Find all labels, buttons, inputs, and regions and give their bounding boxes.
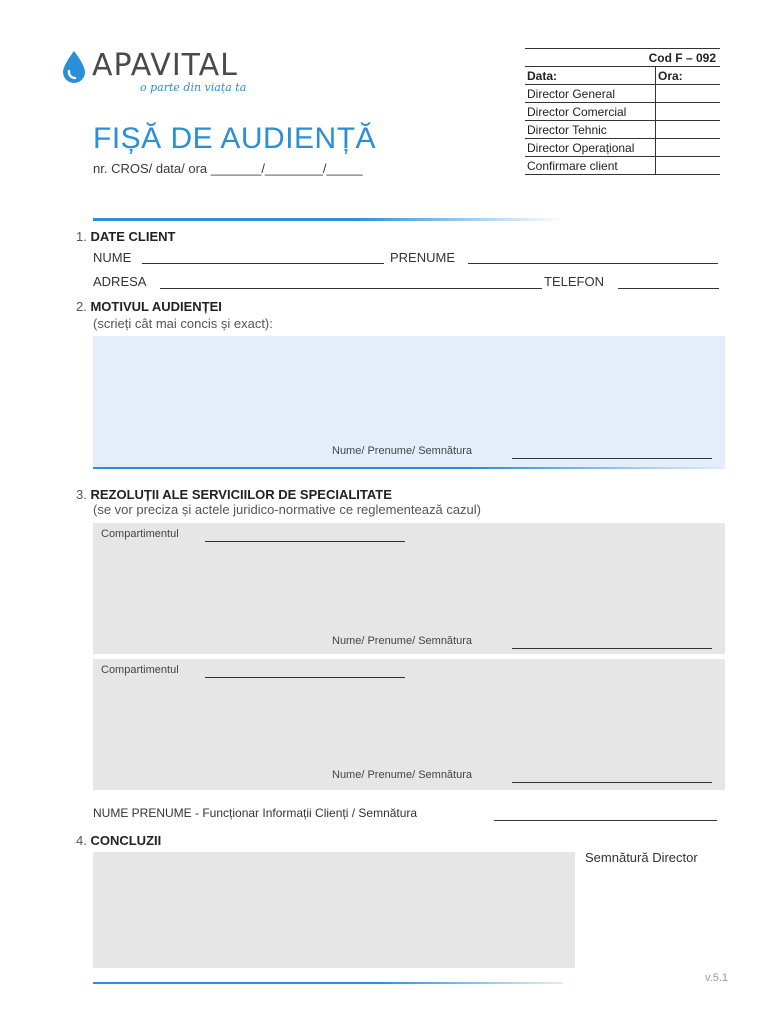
brand-logo: [60, 48, 275, 98]
first-name-label: PRENUME: [390, 250, 456, 265]
approval-row-label: Director General: [525, 85, 656, 103]
approval-cell[interactable]: [656, 121, 721, 139]
approval-row-label: Confirmare client: [525, 157, 656, 175]
table-row: [525, 103, 720, 121]
signature-label: Nume/ Prenume/ Semnătura: [332, 445, 473, 457]
phone-input[interactable]: [618, 287, 719, 289]
registration-line: nr. CROS/ data/ ora _______/________/_____: [93, 161, 363, 176]
section-1-heading: [76, 229, 175, 244]
section-label: CONCLUZII: [90, 833, 162, 848]
water-drop-icon: [60, 50, 88, 84]
approval-cell[interactable]: [656, 103, 721, 121]
version-label: v.5.1: [704, 972, 728, 984]
address-label: ADRESA: [93, 274, 147, 289]
section-label: REZOLUȚII ALE SERVICIILOR DE SPECIALITATE: [90, 487, 392, 502]
first-name-input[interactable]: [468, 262, 718, 264]
approval-row-label: Director Tehnic: [525, 121, 656, 139]
signature-line[interactable]: [512, 647, 712, 649]
signature-label: Nume/ Prenume/ Semnătura: [332, 769, 473, 781]
table-header-time: Ora:: [656, 67, 721, 85]
section-number: 2.: [76, 299, 87, 314]
table-row: [525, 139, 720, 157]
signature-label: Nume/ Prenume/ Semnătura: [332, 635, 473, 647]
signature-line[interactable]: [512, 781, 712, 783]
table-header-date: Data:: [525, 67, 656, 85]
footer-divider: [93, 982, 563, 984]
approval-row-label: Director Comercial: [525, 103, 656, 121]
official-signature-line[interactable]: [494, 819, 717, 821]
table-row: [525, 85, 720, 103]
table-row: [525, 121, 720, 139]
section-number: 4.: [76, 833, 87, 848]
approval-row-label: Director Operațional: [525, 139, 656, 157]
approval-cell[interactable]: [656, 157, 721, 175]
table-row: [525, 157, 720, 175]
compartment-input[interactable]: [205, 676, 405, 678]
section-number: 3.: [76, 487, 87, 502]
section-divider: [93, 218, 563, 221]
approval-table: [525, 48, 720, 175]
compartment-input[interactable]: [205, 540, 405, 542]
official-signature-label: NUME PRENUME - Funcționar Informații Clienți / Semnătura: [93, 806, 418, 820]
approval-cell[interactable]: [656, 139, 721, 157]
approval-cell[interactable]: [656, 85, 721, 103]
brand-name: APAVITAL: [92, 48, 238, 83]
director-signature-label: Semnătură Director: [585, 850, 698, 865]
name-label: NUME: [93, 250, 132, 265]
page-title: FIȘĂ DE AUDIENȚĂ: [93, 122, 377, 155]
section-divider: [93, 467, 725, 469]
section-label: MOTIVUL AUDIENȚEI: [90, 299, 222, 314]
section-3-hint: (se vor preciza și actele juridico-normative ce reglementează cazul): [93, 502, 481, 517]
name-input[interactable]: [142, 262, 384, 264]
signature-line[interactable]: [512, 457, 712, 459]
section-label: DATE CLIENT: [90, 229, 176, 244]
section-4-heading: [76, 833, 161, 848]
compartment-label: Compartimentul: [101, 528, 179, 540]
form-code: Cod F – 092: [525, 49, 720, 67]
brand-tagline: o parte din viața ta: [140, 81, 247, 94]
compartment-label: Compartimentul: [101, 664, 179, 676]
phone-label: TELEFON: [544, 274, 604, 289]
section-3-heading: [76, 487, 392, 502]
section-2-heading: [76, 299, 222, 314]
section-2-hint: (scrieți cât mai concis și exact):: [93, 316, 273, 331]
section-number: 1.: [76, 229, 87, 244]
conclusions-textarea[interactable]: [93, 852, 575, 968]
address-input[interactable]: [160, 287, 542, 289]
